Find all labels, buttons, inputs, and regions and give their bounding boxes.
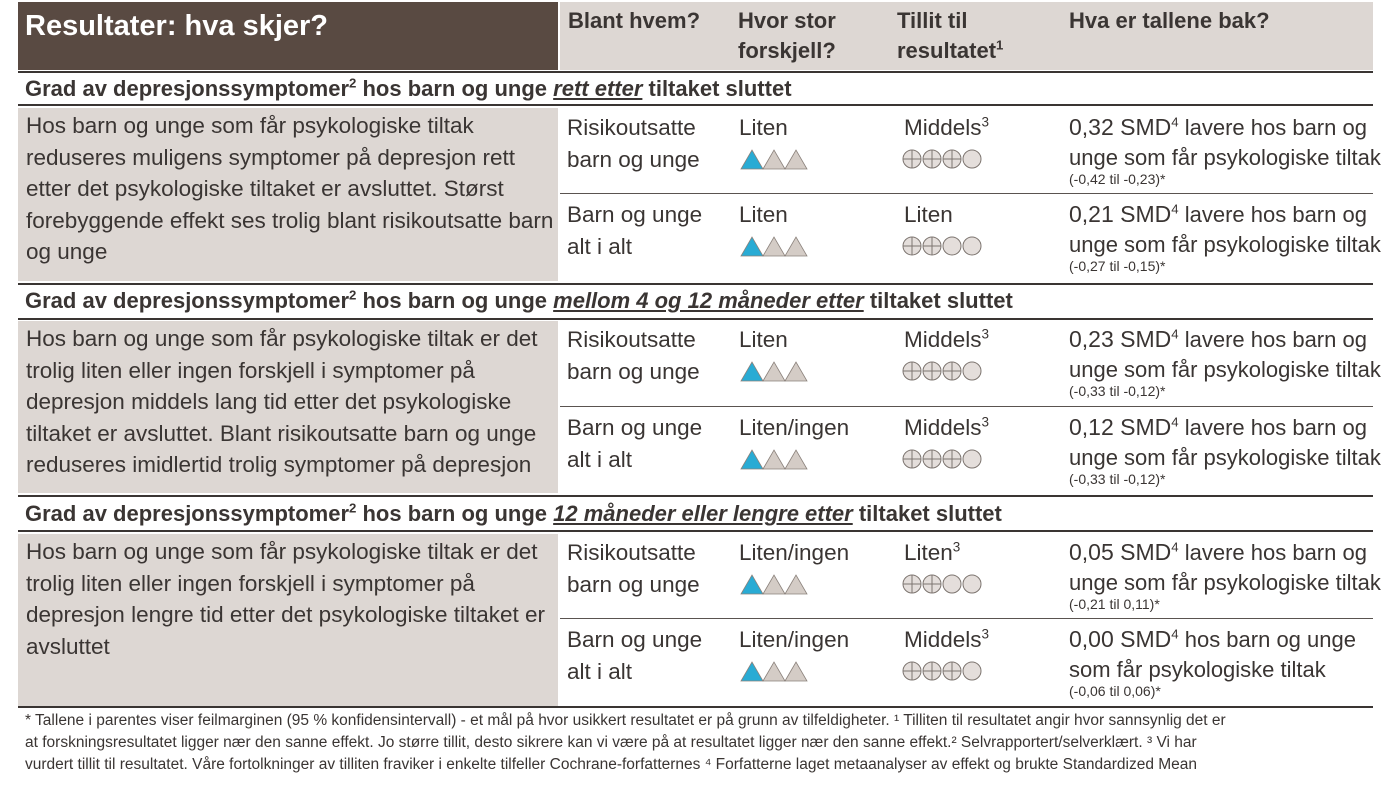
- section-description-text: Hos barn og unge som får psykologiske tiltak reduseres muligens symptomer på depresjon rett etter det psykologiske tiltaket er avsluttet. Størst forebyggende effekt ses trolig blant risikoutsatte barn og unge: [26, 113, 554, 264]
- divider: [18, 71, 1373, 73]
- row-confidence-interval: (-0,33 til -0,12)*: [1069, 383, 1166, 399]
- circle-plus-icon: [903, 362, 921, 380]
- row-who-line2: alt i alt: [567, 658, 633, 684]
- col-header-size-line2: forskjell?: [738, 38, 836, 63]
- row-who: [567, 199, 702, 262]
- triangle-empty-icon: [763, 450, 785, 469]
- row-who-line1: Barn og unge: [567, 627, 703, 652]
- row-smd-sup: 4: [1171, 114, 1179, 130]
- divider: [18, 495, 1373, 497]
- section-title-emphasis: rett etter: [553, 76, 643, 101]
- circle-plus-icon: [903, 662, 921, 680]
- triangle-filled-icon: [741, 450, 763, 469]
- effect-size-triangles-icon: [741, 448, 811, 472]
- row-numbers-line1: [1069, 324, 1381, 355]
- row-divider: [560, 406, 1373, 407]
- triangle-empty-icon: [785, 575, 807, 594]
- circle-plus-icon: [923, 237, 941, 255]
- row-who: [567, 537, 700, 600]
- certainty-circles-icon: [902, 659, 990, 683]
- section-title-pre: Grad av depresjonssymptomer: [25, 288, 350, 313]
- row-numbers-line2: unge som får psykologiske tiltak: [1069, 357, 1381, 382]
- row-who: [567, 624, 702, 687]
- row-certainty-text: Middels: [904, 327, 982, 352]
- row-numbers: [1069, 199, 1381, 276]
- triangle-empty-icon: [763, 237, 785, 256]
- row-who: [567, 412, 702, 475]
- row-numbers-line1: [1069, 537, 1381, 568]
- row-effect-size-text: Liten/ingen: [739, 415, 850, 440]
- col-header-who-text: Blant hvem?: [568, 8, 701, 33]
- triangle-empty-icon: [785, 662, 807, 681]
- row-divider: [560, 193, 1373, 194]
- circle-empty-icon: [963, 237, 981, 255]
- row-smd-value: 0,32 SMD: [1069, 114, 1172, 140]
- section-title: [25, 288, 1013, 314]
- row-numbers-line2: som får psykologiske tiltak: [1069, 657, 1326, 682]
- circle-empty-icon: [963, 575, 981, 593]
- footnote-line: at forskningsresultatet ligger nær den sanne effekt. Jo større tillit, desto sikrere kan vi være på at resultatet ligger nær den sanne effekt.² Selvrapportert/selverklært. ³ Vi har: [25, 734, 1197, 751]
- row-certainty: [904, 537, 960, 569]
- row-certainty-text: Middels: [904, 627, 982, 652]
- triangle-empty-icon: [785, 362, 807, 381]
- circle-plus-icon: [943, 362, 961, 380]
- row-effect-size: [739, 112, 788, 144]
- section-title-post: tiltaket sluttet: [852, 501, 1002, 526]
- circle-plus-icon: [943, 150, 961, 168]
- col-header-trust-line1: Tillit til: [897, 8, 968, 33]
- divider: [18, 706, 1373, 708]
- row-numbers-tail: lavere hos barn og: [1178, 540, 1367, 565]
- row-who-line2: alt i alt: [567, 446, 633, 472]
- row-numbers-line2: unge som får psykologiske tiltak: [1069, 445, 1381, 470]
- section-title-sup: 2: [349, 287, 357, 303]
- row-divider: [560, 618, 1373, 619]
- triangle-filled-icon: [741, 362, 763, 381]
- row-smd-value: 0,23 SMD: [1069, 326, 1172, 352]
- triangle-empty-icon: [785, 150, 807, 169]
- row-confidence-interval: (-0,27 til -0,15)*: [1069, 258, 1166, 274]
- row-effect-size: [739, 412, 849, 444]
- row-who-line2: barn og unge: [567, 146, 700, 172]
- certainty-circles-icon: [902, 572, 990, 596]
- row-who-line1: Risikoutsatte: [567, 327, 696, 352]
- triangle-empty-icon: [763, 662, 785, 681]
- row-certainty: [904, 324, 989, 356]
- triangle-empty-icon: [763, 362, 785, 381]
- section-description: [18, 321, 558, 493]
- row-confidence-interval: (-0,33 til -0,12)*: [1069, 471, 1166, 487]
- circle-plus-icon: [943, 662, 961, 680]
- col-header-numbers: [1069, 6, 1270, 36]
- triangle-filled-icon: [741, 150, 763, 169]
- row-who-line2: alt i alt: [567, 233, 633, 259]
- footnote-line: * Tallene i parentes viser feilmarginen (95 % konfidensintervall) - et mål på hvor usikkert resultatet er på grunn av tilfeldigheter. ¹ Tilliten til resultatet angir hvor sannsynlig det er: [25, 712, 1226, 729]
- triangle-filled-icon: [741, 237, 763, 256]
- circle-plus-icon: [923, 662, 941, 680]
- row-numbers-line1: [1069, 412, 1381, 443]
- circle-plus-icon: [923, 362, 941, 380]
- footnote: [25, 710, 1365, 776]
- divider: [18, 318, 1373, 320]
- row-who-line1: Risikoutsatte: [567, 115, 696, 140]
- triangle-empty-icon: [763, 150, 785, 169]
- triangle-filled-icon: [741, 575, 763, 594]
- section-title: [25, 76, 792, 102]
- row-who-line1: Risikoutsatte: [567, 540, 696, 565]
- row-confidence-interval: (-0,21 til 0,11)*: [1069, 596, 1160, 612]
- section-title-mid: hos barn og unge: [356, 76, 554, 101]
- section-title-sup: 2: [349, 500, 357, 516]
- row-certainty-sup: 3: [981, 114, 990, 130]
- row-numbers-tail: lavere hos barn og: [1178, 327, 1367, 352]
- row-certainty-sup: 3: [981, 326, 990, 342]
- row-who-line1: Barn og unge: [567, 202, 703, 227]
- row-effect-size-text: Liten/ingen: [739, 627, 850, 652]
- row-smd-sup: 4: [1171, 201, 1179, 217]
- row-numbers-tail: hos barn og unge: [1178, 627, 1356, 652]
- row-numbers: [1069, 324, 1381, 401]
- effect-size-triangles-icon: [741, 573, 811, 597]
- col-header-trust-sup: 1: [996, 37, 1004, 53]
- row-smd-value: 0,12 SMD: [1069, 414, 1172, 440]
- triangle-empty-icon: [785, 450, 807, 469]
- row-numbers: [1069, 412, 1381, 489]
- row-who: [567, 324, 700, 387]
- circle-plus-icon: [903, 237, 921, 255]
- section-description-text: Hos barn og unge som får psykologiske tiltak er det trolig liten eller ingen forskjell i symptomer på depresjon middels lang tid etter det psykologiske tiltaket er avsluttet. Blant risikoutsatte barn og unge reduseres imidlertid trolig symptomer på depresjon: [26, 326, 538, 477]
- footnote-line: vurdert tillit til resultatet. Våre fortolkninger av tilliten fraviker i enkelte tilfeller Cochrane-forfatternes ⁴ Forfatterne laget metaanalyser av effekt og brukte Standardized Mean: [25, 756, 1198, 773]
- row-certainty: [904, 412, 989, 444]
- certainty-circles-icon: [902, 359, 990, 383]
- effect-size-triangles-icon: [741, 360, 811, 384]
- divider: [18, 530, 1373, 532]
- divider: [18, 283, 1373, 285]
- circle-empty-icon: [963, 362, 981, 380]
- row-numbers: [1069, 112, 1381, 189]
- circle-plus-icon: [903, 575, 921, 593]
- circle-empty-icon: [943, 575, 961, 593]
- row-confidence-interval: (-0,06 til 0,06)*: [1069, 683, 1161, 699]
- row-numbers: [1069, 537, 1381, 614]
- circle-empty-icon: [943, 237, 961, 255]
- circle-plus-icon: [923, 150, 941, 168]
- row-confidence-interval: (-0,42 til -0,23)*: [1069, 171, 1166, 187]
- section-description: [18, 108, 558, 281]
- section-title-mid: hos barn og unge: [356, 501, 554, 526]
- row-numbers-line2: unge som får psykologiske tiltak: [1069, 232, 1381, 257]
- divider: [18, 104, 1373, 106]
- row-effect-size-text: Liten: [739, 115, 788, 140]
- row-who-line2: barn og unge: [567, 571, 700, 597]
- circle-empty-icon: [963, 450, 981, 468]
- row-numbers: [1069, 624, 1356, 701]
- row-numbers-tail: lavere hos barn og: [1178, 415, 1367, 440]
- triangle-filled-icon: [741, 662, 763, 681]
- effect-size-triangles-icon: [741, 660, 811, 684]
- row-numbers-line2: unge som får psykologiske tiltak: [1069, 570, 1381, 595]
- circle-plus-icon: [903, 150, 921, 168]
- row-effect-size-text: Liten/ingen: [739, 540, 850, 565]
- col-header-size: [738, 6, 836, 66]
- circle-empty-icon: [963, 150, 981, 168]
- circle-plus-icon: [943, 450, 961, 468]
- effect-size-triangles-icon: [741, 148, 811, 172]
- row-who-line1: Barn og unge: [567, 415, 703, 440]
- col-header-trust: [897, 6, 1003, 66]
- row-certainty: [904, 624, 989, 656]
- row-certainty-text: Liten: [904, 540, 953, 565]
- col-header-trust-word: resultatet: [897, 38, 997, 63]
- certainty-circles-icon: [902, 147, 990, 171]
- section-title-pre: Grad av depresjonssymptomer: [25, 76, 350, 101]
- row-smd-sup: 4: [1171, 414, 1179, 430]
- circle-plus-icon: [923, 575, 941, 593]
- section-description: [18, 534, 558, 706]
- section-title-emphasis: mellom 4 og 12 måneder etter: [553, 288, 864, 313]
- row-effect-size: [739, 624, 849, 656]
- row-who-line2: barn og unge: [567, 358, 700, 384]
- effect-size-triangles-icon: [741, 235, 811, 259]
- row-certainty: [904, 112, 989, 144]
- results-header-title: [18, 2, 558, 70]
- header-title-text: Resultater: hva skjer?: [25, 10, 329, 42]
- row-smd-sup: 4: [1171, 539, 1179, 555]
- triangle-empty-icon: [763, 575, 785, 594]
- circle-plus-icon: [923, 450, 941, 468]
- row-effect-size: [739, 537, 849, 569]
- triangle-empty-icon: [785, 237, 807, 256]
- certainty-circles-icon: [902, 447, 990, 471]
- row-smd-value: 0,00 SMD: [1069, 626, 1172, 652]
- circle-empty-icon: [963, 662, 981, 680]
- row-certainty: [904, 199, 953, 231]
- row-numbers-line1: [1069, 199, 1381, 230]
- header-columns: [560, 2, 1373, 70]
- row-numbers-line2: unge som får psykologiske tiltak: [1069, 145, 1381, 170]
- row-certainty-sup: 3: [952, 539, 961, 555]
- section-title-post: tiltaket sluttet: [642, 76, 792, 101]
- section-title-sup: 2: [349, 75, 357, 91]
- col-header-trust-line2: [897, 36, 1003, 66]
- row-numbers-tail: lavere hos barn og: [1178, 115, 1367, 140]
- section-title-post: tiltaket sluttet: [863, 288, 1013, 313]
- row-certainty-sup: 3: [981, 414, 990, 430]
- row-smd-sup: 4: [1171, 326, 1179, 342]
- row-certainty-sup: 3: [981, 626, 990, 642]
- certainty-circles-icon: [902, 234, 990, 258]
- section-description-text: Hos barn og unge som får psykologiske tiltak er det trolig liten eller ingen forskjell i symptomer på depresjon lengre tid etter det psykologiske tiltaket er avsluttet: [26, 539, 546, 659]
- row-effect-size-text: Liten: [739, 327, 788, 352]
- row-numbers-tail: lavere hos barn og: [1178, 202, 1367, 227]
- row-smd-value: 0,05 SMD: [1069, 539, 1172, 565]
- section-title: [25, 501, 1002, 527]
- section-title-pre: Grad av depresjonssymptomer: [25, 501, 350, 526]
- row-certainty-text: Liten: [904, 202, 953, 227]
- row-smd-value: 0,21 SMD: [1069, 201, 1172, 227]
- col-header-who: [568, 6, 700, 36]
- row-who: [567, 112, 700, 175]
- row-numbers-line1: [1069, 624, 1356, 655]
- row-numbers-line1: [1069, 112, 1381, 143]
- row-effect-size: [739, 199, 788, 231]
- section-title-mid: hos barn og unge: [356, 288, 554, 313]
- section-title-emphasis: 12 måneder eller lengre etter: [553, 501, 853, 526]
- row-effect-size-text: Liten: [739, 202, 788, 227]
- circle-plus-icon: [903, 450, 921, 468]
- row-smd-sup: 4: [1171, 626, 1179, 642]
- row-certainty-text: Middels: [904, 115, 982, 140]
- col-header-numbers-text: Hva er tallene bak?: [1069, 8, 1270, 33]
- row-certainty-text: Middels: [904, 415, 982, 440]
- col-header-size-line1: Hvor stor: [738, 8, 836, 33]
- row-effect-size: [739, 324, 788, 356]
